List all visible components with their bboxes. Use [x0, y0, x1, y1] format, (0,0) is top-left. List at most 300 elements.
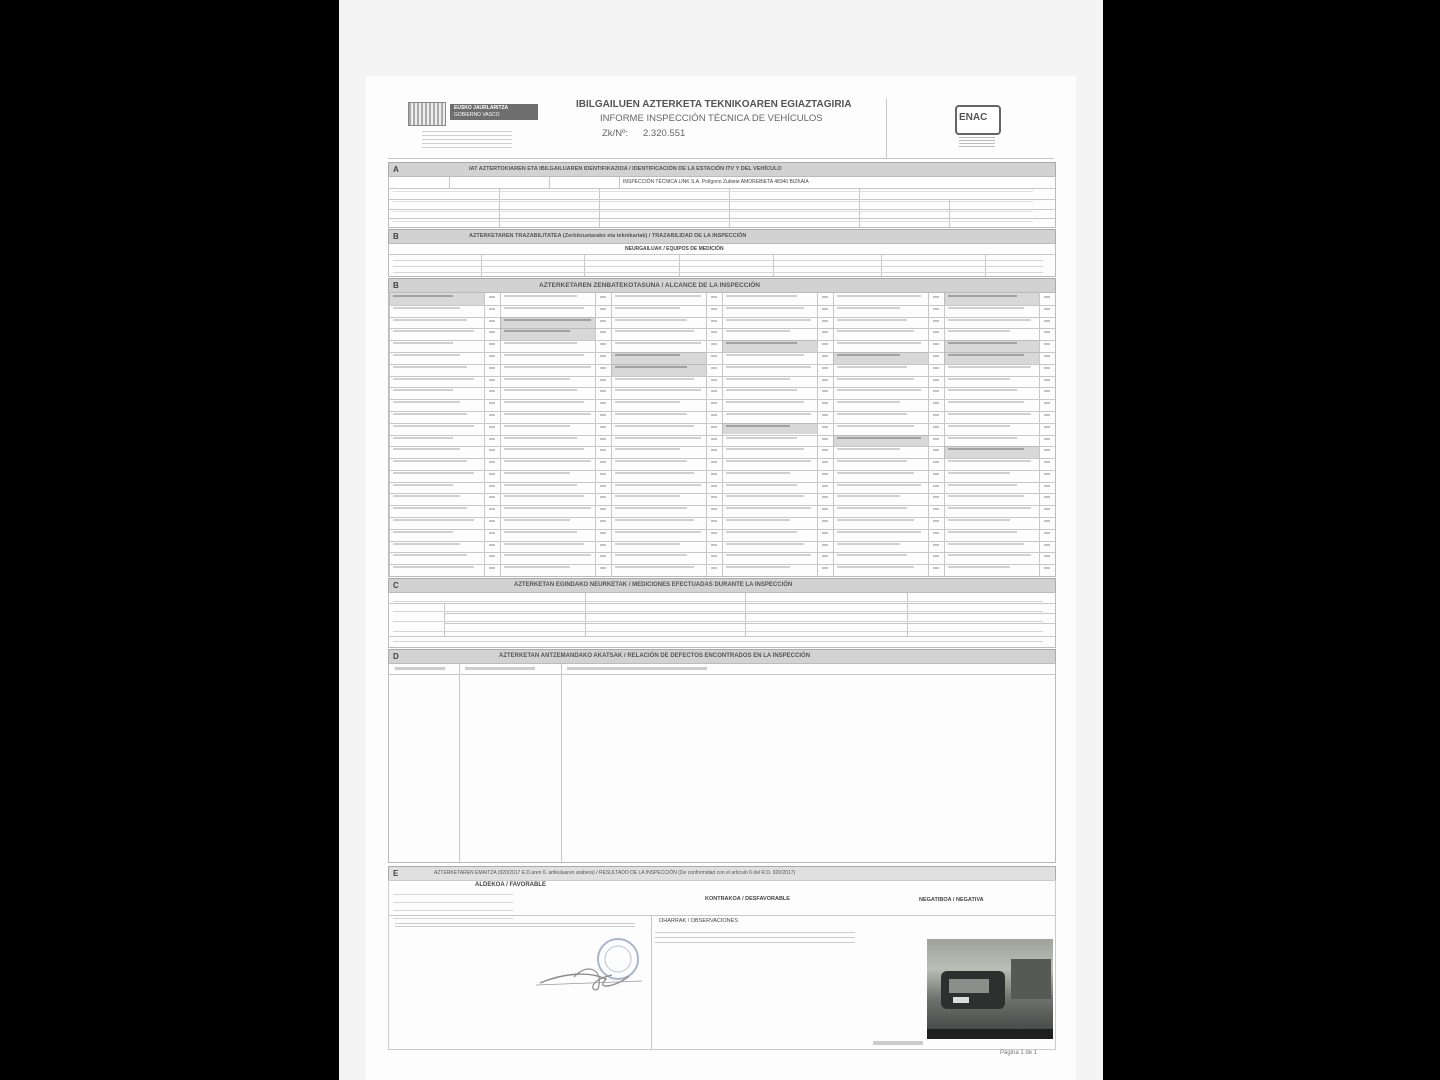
grid-row-line [389, 493, 1055, 494]
scope-status-mark [933, 449, 939, 451]
scope-status-mark [600, 343, 606, 345]
scope-status-mark [489, 508, 495, 510]
grid-row-line [389, 470, 1055, 471]
scope-item-text [948, 460, 1031, 462]
scope-status-mark [600, 449, 606, 451]
grid-row-line [389, 364, 1055, 365]
measurements-grid [388, 592, 1056, 648]
scope-item-text [837, 330, 914, 332]
scope-item-text [726, 389, 797, 391]
scope-group-header [722, 423, 817, 435]
scope-item-text [948, 413, 1031, 415]
scope-status-mark [711, 508, 717, 510]
scope-item-text [837, 389, 921, 391]
scope-item-text [615, 425, 694, 427]
scope-status-mark [489, 367, 495, 369]
scope-item-text [726, 472, 790, 474]
scope-status-mark [933, 461, 939, 463]
scope-status-mark [1044, 390, 1050, 392]
scope-item-text [837, 319, 907, 321]
scope-status-mark [600, 473, 606, 475]
scope-status-mark [822, 496, 828, 498]
scope-status-mark [600, 379, 606, 381]
scope-item-text [726, 531, 797, 533]
scope-item-text [504, 495, 584, 497]
scope-status-mark [822, 449, 828, 451]
section-b1-letter: B [393, 232, 399, 241]
scope-item-text [615, 330, 694, 332]
section-d-bar [388, 649, 1056, 664]
scope-status-mark [600, 367, 606, 369]
grid-row-line [389, 435, 1055, 436]
scope-status-mark [711, 567, 717, 569]
scope-status-mark [600, 508, 606, 510]
scope-status-mark [933, 390, 939, 392]
scope-group-header [944, 446, 1039, 458]
coat-of-arms-icon [408, 102, 446, 126]
scope-status-mark [600, 296, 606, 298]
scope-status-mark [933, 343, 939, 345]
scope-item-text [726, 319, 811, 321]
grid-row-line [389, 328, 1055, 329]
scope-item-text [393, 484, 453, 486]
scope-item-text [615, 554, 687, 556]
scope-item-text [393, 378, 474, 380]
scope-status-mark [489, 343, 495, 345]
scope-status-mark [600, 567, 606, 569]
scope-status-mark [933, 555, 939, 557]
grid-row-line [389, 541, 1055, 542]
scope-status-mark [933, 379, 939, 381]
scope-status-mark [933, 296, 939, 298]
scope-status-mark [711, 355, 717, 357]
scope-status-mark [489, 414, 495, 416]
scope-status-mark [711, 485, 717, 487]
scope-status-mark [1044, 520, 1050, 522]
scope-status-mark [711, 367, 717, 369]
scope-item-text [726, 401, 804, 403]
scope-item-text [504, 307, 584, 309]
scope-status-mark [489, 426, 495, 428]
grid-row-line [389, 376, 1055, 377]
scope-status-mark [822, 402, 828, 404]
scope-status-mark [1044, 555, 1050, 557]
scope-item-text [504, 554, 591, 556]
scope-status-mark [1044, 544, 1050, 546]
scope-item-text [393, 366, 467, 368]
scope-status-mark [933, 532, 939, 534]
scope-item-text [393, 425, 474, 427]
scope-item-text [504, 484, 577, 486]
scope-status-mark [711, 532, 717, 534]
scope-item-text [837, 507, 907, 509]
section-b2-title: AZTERKETAREN ZENBATEKOTASUNA / ALCANCE DE LA INSPECCIÓN [539, 282, 760, 289]
org-name-1: EUSKO JAURLARITZA [454, 105, 509, 111]
scope-status-mark [489, 390, 495, 392]
scope-item-text [837, 307, 900, 309]
scope-status-mark [933, 473, 939, 475]
scope-status-mark [711, 555, 717, 557]
scope-item-text [504, 354, 584, 356]
scope-status-mark [1044, 414, 1050, 416]
scope-item-text [504, 437, 577, 439]
grid-row-line [389, 411, 1055, 412]
scope-item-text [726, 354, 804, 356]
scope-status-mark [489, 555, 495, 557]
scope-status-mark [711, 438, 717, 440]
grid-row-line [389, 529, 1055, 530]
scope-status-mark [711, 331, 717, 333]
scope-status-mark [489, 331, 495, 333]
scope-status-mark [933, 331, 939, 333]
scope-status-mark [1044, 532, 1050, 534]
scope-status-mark [933, 367, 939, 369]
scope-item-text [393, 437, 453, 439]
scope-item-text [615, 543, 680, 545]
scope-status-mark [489, 438, 495, 440]
scope-item-text [948, 507, 1031, 509]
scope-status-mark [489, 496, 495, 498]
scope-status-mark [711, 426, 717, 428]
scope-item-text [504, 389, 577, 391]
scope-item-text [726, 507, 811, 509]
scope-item-text [504, 378, 570, 380]
scope-item-text [393, 507, 467, 509]
scope-status-mark [933, 426, 939, 428]
scope-item-text [837, 543, 900, 545]
scope-item-text [948, 401, 1024, 403]
scope-item-text [837, 484, 921, 486]
org-name-2: GOBIERNO VASCO [454, 112, 500, 118]
scope-status-mark [1044, 343, 1050, 345]
scope-status-mark [1044, 296, 1050, 298]
scope-item-text [504, 531, 577, 533]
scope-item-text [837, 566, 914, 568]
scope-item-text [615, 566, 694, 568]
scope-status-mark [489, 473, 495, 475]
scope-item-text [615, 295, 701, 297]
scope-status-mark [489, 449, 495, 451]
scope-item-text [726, 484, 797, 486]
scope-status-mark [711, 520, 717, 522]
scope-status-mark [489, 532, 495, 534]
scope-status-mark [1044, 426, 1050, 428]
scope-item-text [726, 566, 790, 568]
scope-item-text [837, 495, 900, 497]
scope-status-mark [822, 343, 828, 345]
scope-group-header [500, 317, 595, 329]
scope-status-mark [1044, 379, 1050, 381]
scope-item-text [726, 330, 790, 332]
scope-item-text [726, 554, 811, 556]
scope-item-text [393, 472, 474, 474]
unfavorable-result: KONTRAKOA / DESFAVORABLE [705, 896, 790, 902]
scope-status-mark [600, 496, 606, 498]
scope-status-mark [822, 508, 828, 510]
scope-status-mark [822, 296, 828, 298]
scope-status-mark [489, 296, 495, 298]
scope-item-text [393, 519, 474, 521]
scope-item-text [948, 543, 1024, 545]
scope-status-mark [822, 414, 828, 416]
scope-status-mark [711, 343, 717, 345]
vehicle-identification-grid [388, 176, 1056, 228]
scope-item-text [837, 401, 900, 403]
scope-item-text [948, 330, 1010, 332]
scope-item-text [615, 495, 680, 497]
scope-item-text [615, 342, 701, 344]
scope-status-mark [489, 402, 495, 404]
scope-item-text [504, 507, 591, 509]
scope-status-mark [933, 308, 939, 310]
scope-status-mark [933, 438, 939, 440]
scope-status-mark [933, 567, 939, 569]
scope-item-text [615, 460, 687, 462]
scope-status-mark [600, 438, 606, 440]
scope-item-text [504, 425, 570, 427]
scope-item-text [504, 413, 591, 415]
scope-status-mark [711, 473, 717, 475]
section-e-bar [388, 866, 1056, 881]
scope-status-mark [600, 414, 606, 416]
scope-item-text [948, 319, 1031, 321]
scope-item-text [948, 531, 1017, 533]
scope-item-text [726, 519, 790, 521]
scope-status-mark [600, 331, 606, 333]
scope-status-mark [933, 496, 939, 498]
grid-row-line [389, 399, 1055, 400]
scope-item-text [948, 437, 1017, 439]
scope-item-text [504, 366, 591, 368]
scope-item-text [948, 495, 1024, 497]
section-b1-title: AZTERKETAREN TRAZABILITATEA (Zerbitzuetarako eta teknikariak) / TRAZABILIDAD DE LA INSPECCIÓN [469, 233, 747, 239]
government-logo [406, 100, 538, 150]
scope-status-mark [1044, 438, 1050, 440]
scope-item-text [393, 354, 460, 356]
defects-table [388, 663, 1056, 863]
section-e-title: AZTERKETAREN EMAITZA (920/2017 E.D.aren 6. artikuluaren arabera) / RESULTADO DE LA INSPECCIÓN (De conformidad con el artículo 6 del R.D. 920/2017) [434, 870, 796, 876]
scope-group-header [833, 435, 928, 447]
scope-status-mark [822, 555, 828, 557]
scope-status-mark [933, 355, 939, 357]
scope-item-text [393, 413, 467, 415]
scope-item-text [393, 330, 474, 332]
report-number-label: Zk/Nº: [602, 128, 629, 139]
scope-item-text [726, 378, 790, 380]
scope-item-text [393, 401, 460, 403]
scope-status-mark [1044, 473, 1050, 475]
scope-item-text [726, 437, 797, 439]
scope-status-mark [489, 355, 495, 357]
scope-status-mark [711, 496, 717, 498]
vehicle-photo [927, 939, 1053, 1039]
scope-group-header [722, 340, 817, 352]
scope-item-text [504, 295, 577, 297]
scope-status-mark [600, 532, 606, 534]
scope-item-text [837, 413, 907, 415]
scope-status-mark [711, 320, 717, 322]
title-eu: IBILGAILUEN AZTERKETA TEKNIKOAREN EGIAZTAGIRIA [576, 99, 852, 110]
scope-item-text [837, 554, 907, 556]
scope-status-mark [1044, 308, 1050, 310]
scope-item-text [837, 295, 921, 297]
scope-status-mark [711, 544, 717, 546]
scope-status-mark [600, 544, 606, 546]
scope-item-text [726, 543, 804, 545]
scope-status-mark [1044, 355, 1050, 357]
scope-group-header [833, 352, 928, 364]
scope-item-text [615, 507, 687, 509]
scope-status-mark [1044, 320, 1050, 322]
scope-item-text [726, 366, 811, 368]
scope-status-mark [600, 520, 606, 522]
scope-item-text [615, 378, 694, 380]
scope-status-mark [933, 402, 939, 404]
scope-status-mark [822, 367, 828, 369]
scope-status-mark [1044, 508, 1050, 510]
scope-item-text [393, 554, 467, 556]
scope-status-mark [822, 532, 828, 534]
section-c-letter: C [393, 581, 399, 590]
scope-item-text [948, 389, 1017, 391]
scope-item-text [504, 342, 577, 344]
scope-status-mark [822, 461, 828, 463]
scope-status-mark [489, 544, 495, 546]
scope-item-text [393, 307, 460, 309]
scope-item-text [504, 472, 570, 474]
scope-status-mark [822, 438, 828, 440]
scope-item-text [504, 448, 584, 450]
scope-item-text [948, 366, 1031, 368]
scope-item-text [726, 495, 804, 497]
scope-item-text [615, 307, 680, 309]
title-es: INFORME INSPECCIÓN TÉCNICA DE VEHÍCULOS [600, 113, 823, 124]
scope-status-mark [1044, 496, 1050, 498]
scope-item-text [504, 543, 584, 545]
scope-item-text [504, 460, 591, 462]
scope-item-text [726, 448, 804, 450]
scope-item-text [393, 389, 453, 391]
scope-status-mark [600, 320, 606, 322]
inspector-signature [534, 931, 664, 1001]
scope-status-mark [711, 414, 717, 416]
scope-group-header [611, 352, 706, 364]
scope-item-text [837, 366, 907, 368]
scope-status-mark [489, 320, 495, 322]
negative-result: NEGATIBOA / NEGATIVA [919, 897, 984, 903]
scope-group-header [944, 340, 1039, 352]
scope-status-mark [711, 296, 717, 298]
scope-group-header [944, 293, 1039, 305]
section-d-letter: D [393, 652, 399, 661]
scope-item-text [948, 554, 1031, 556]
scope-status-mark [600, 426, 606, 428]
scope-status-mark [600, 402, 606, 404]
grid-row-line [389, 564, 1055, 565]
grid-row-line [389, 305, 1055, 306]
scope-item-text [948, 307, 1024, 309]
scope-item-text [393, 448, 460, 450]
inspection-scope-grid [388, 292, 1056, 577]
scope-status-mark [822, 379, 828, 381]
scope-status-mark [822, 320, 828, 322]
scope-status-mark [822, 355, 828, 357]
scope-item-text [393, 495, 460, 497]
traceability-grid [388, 243, 1056, 277]
report-number: 2.320.551 [643, 128, 686, 139]
scope-status-mark [489, 379, 495, 381]
scope-item-text [393, 460, 467, 462]
scope-status-mark [1044, 485, 1050, 487]
scope-group-header [611, 364, 706, 376]
scope-item-text [615, 519, 694, 521]
scope-status-mark [600, 390, 606, 392]
scope-status-mark [933, 414, 939, 416]
scope-item-text [504, 401, 584, 403]
scope-group-header [389, 293, 484, 305]
scope-item-text [615, 437, 701, 439]
scope-item-text [837, 519, 914, 521]
enac-logo [955, 101, 999, 145]
scope-status-mark [711, 461, 717, 463]
scope-status-mark [1044, 567, 1050, 569]
scope-item-text [615, 389, 701, 391]
scope-status-mark [822, 426, 828, 428]
section-c-bar [388, 578, 1056, 593]
scope-item-text [615, 319, 687, 321]
scope-status-mark [933, 485, 939, 487]
scope-item-text [393, 319, 467, 321]
scope-status-mark [600, 308, 606, 310]
scope-item-text [393, 566, 474, 568]
result-area [388, 880, 1056, 1050]
scope-status-mark [822, 520, 828, 522]
scope-item-text [615, 484, 701, 486]
scope-status-mark [711, 390, 717, 392]
section-d-title: AZTERKETAN ANTZEMANDAKO AKATSAK / RELACIÓN DE DEFECTOS ENCONTRADOS EN LA INSPECCIÓN [499, 653, 811, 659]
grid-row-line [389, 458, 1055, 459]
scope-status-mark [933, 544, 939, 546]
scope-status-mark [600, 555, 606, 557]
favorable-result: ALDEKOA / FAVORABLE [475, 882, 547, 888]
observations-label: OHARRAK / OBSERVACIONES [659, 918, 738, 924]
scope-status-mark [933, 320, 939, 322]
scope-status-mark [1044, 449, 1050, 451]
section-b2-bar [388, 278, 1056, 293]
enac-text: ENAC [959, 112, 988, 123]
scope-status-mark [822, 308, 828, 310]
scope-group-header [500, 328, 595, 340]
grid-row-line [389, 517, 1055, 518]
section-c-title: AZTERKETAN EGINDAKO NEURKETAK / MEDICIONES EFECTUADAS DURANTE LA INSPECCIÓN [514, 582, 793, 588]
scope-status-mark [711, 379, 717, 381]
scope-item-text [837, 531, 921, 533]
scope-item-text [504, 566, 570, 568]
scope-status-mark [489, 567, 495, 569]
scope-status-mark [822, 567, 828, 569]
scope-item-text [948, 425, 1010, 427]
scope-status-mark [1044, 367, 1050, 369]
scope-status-mark [600, 355, 606, 357]
scope-item-text [726, 413, 811, 415]
scope-status-mark [1044, 331, 1050, 333]
scope-status-mark [489, 485, 495, 487]
grid-row-line [389, 482, 1055, 483]
scope-item-text [837, 448, 900, 450]
scope-status-mark [489, 520, 495, 522]
scope-status-mark [933, 520, 939, 522]
scope-item-text [615, 413, 687, 415]
